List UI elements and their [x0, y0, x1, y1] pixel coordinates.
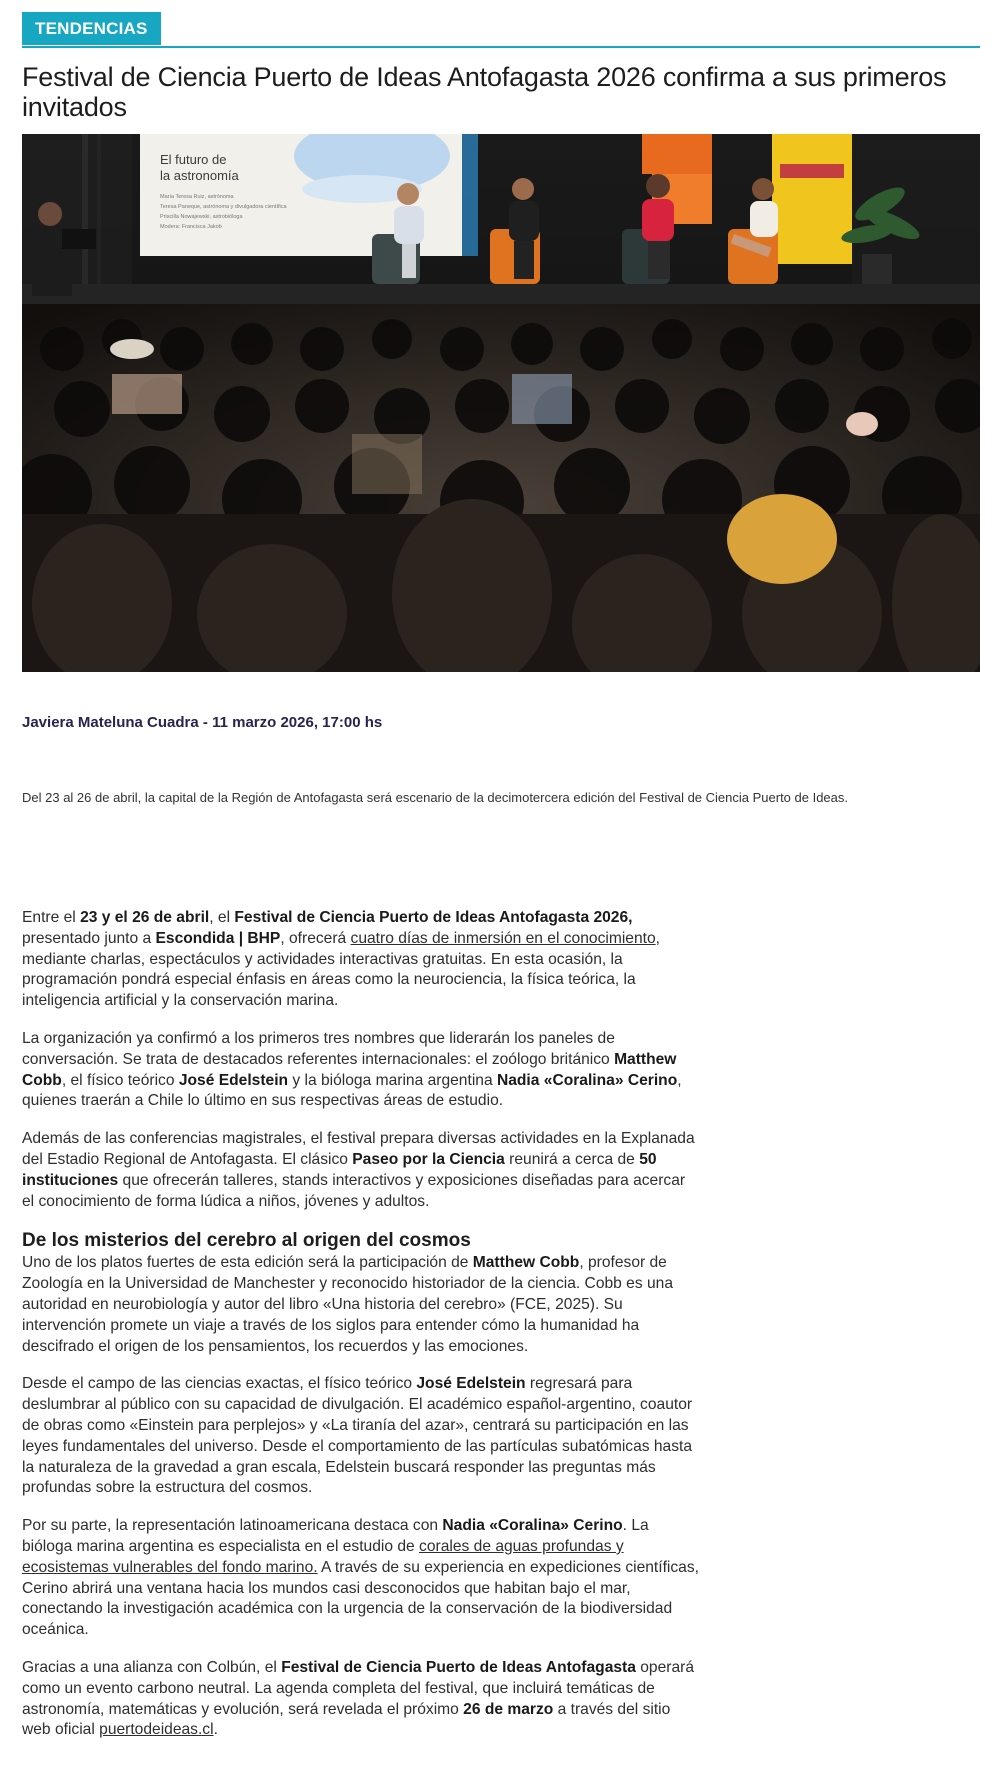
- screen-title-1: El futuro de: [160, 152, 227, 167]
- p7-text-2: operará como un evento carbono neutral. La agenda completa del festival, que incluirá temáticas de astronomía, matemáticas y evolución, será revelada el próximo: [22, 1658, 695, 1718]
- p5-bold-edelstein: José Edelstein: [416, 1375, 526, 1393]
- p7-link-website[interactable]: puertodeideas.cl: [99, 1721, 214, 1739]
- p1-bold-sponsor: Escondida | BHP: [155, 929, 281, 947]
- p3-bold-instituciones: 50 instituciones: [22, 1150, 657, 1189]
- p1-link-immersion[interactable]: cuatro días de inmersión en el conocimiento: [350, 929, 656, 947]
- screen-name-2: Teresa Paneque, astrónoma y divulgadora científica: [160, 204, 287, 210]
- p7-bold-date: 26 de marzo: [463, 1700, 554, 1718]
- category-tag[interactable]: TENDENCIAS: [22, 12, 161, 45]
- paragraph-2: [22, 1029, 700, 1112]
- article-header: [22, 12, 980, 807]
- p1-text-3: presentado junto a: [22, 929, 156, 947]
- p2-text-3: y la bióloga marina argentina: [288, 1071, 497, 1089]
- headline: Festival de Ciencia Puerto de Ideas Antofagasta 2026 confirma a sus primeros invitados: [22, 62, 947, 122]
- p1-text-4: , ofrecerá: [280, 929, 351, 947]
- byline: [22, 714, 980, 731]
- p7-bold-festival: Festival de Ciencia Puerto de Ideas Antofagasta: [281, 1658, 636, 1676]
- p6-bold-cerino: Nadia «Coralina» Cerino: [442, 1517, 623, 1535]
- p2-text-4: , quienes traerán a Chile lo último en sus respectivas áreas de estudio.: [22, 1071, 682, 1110]
- p2-bold-cobb: Matthew Cobb: [22, 1050, 677, 1089]
- p4-text-1: Uno de los platos fuertes de esta edición será la participación de: [22, 1254, 473, 1272]
- lead-summary: Del 23 al 26 de abril, la capital de la Región de Antofagasta será escenario de la decimotercera edición del Festival de Ciencia Puerto de Ideas.: [22, 790, 849, 805]
- p2-bold-edelstein: José Edelstein: [178, 1071, 289, 1089]
- p3-text-1: Además de las conferencias magistrales, el festival prepara diversas actividades en la Explanada del Estadio Regional de Antofagasta. El clásico: [22, 1130, 695, 1168]
- paragraph-1: [22, 908, 700, 1012]
- paragraph-4: [22, 1253, 700, 1357]
- paragraph-5: [22, 1374, 700, 1499]
- p2-bold-cerino: Nadia «Coralina» Cerino: [496, 1071, 678, 1089]
- p4-text-2: , profesor de Zoología en la Universidad de Manchester y reconocido historiador de la ciencia. Cobb es una autoridad en neurobiología y autor del libro «Una historia del cerebro» (FCE, 2025). Su intervención promete un viaje a través de los siglos para entender cómo la humanidad ha descifrado el origen de los pensamientos, los recuerdos y las emociones.: [22, 1254, 673, 1355]
- hero-photo: [22, 134, 980, 672]
- paragraph-7: [22, 1658, 700, 1741]
- p6-link-corales[interactable]: corales de aguas profundas y ecosistemas vulnerables del fondo marino.: [22, 1537, 624, 1576]
- p1-text-5: , mediante charlas, espectáculos y actividades interactivas gratuitas. En esta ocasión, la programación pondrá especial énfasis en áreas como la neurociencia, la física teórica, la inteligencia artificial y la conservación marina.: [22, 929, 660, 1010]
- p3-text-3: que ofrecerán talleres, stands interactivos y exposiciones diseñadas para acercar el conocimiento de forma lúdica a niños, jóvenes y adultos.: [22, 1171, 686, 1210]
- publish-date: 11 marzo 2026, 17:00 hs: [212, 714, 383, 731]
- p2-text-1: La organización ya confirmó a los primeros tres nombres que liderarán los paneles de conversación. Se trata de destacados referentes internacionales: el zoólogo británico: [22, 1029, 615, 1068]
- p1-bold-festival: Festival de Ciencia Puerto de Ideas Antofagasta 2026,: [234, 909, 633, 926]
- screen-name-3: Priscilla Nowajewski, astrobióloga: [160, 214, 243, 220]
- p6-text-3: A través de su experiencia en expediciones científicas, Cerino abrirá una ventana hacia los mundos casi desconocidos que habitan bajo el mar, conectando la investigación académica con la urgencia de la conservación de la biodiversidad oceánica.: [22, 1558, 699, 1639]
- section-subheading: De los misterios del cerebro al origen del cosmos: [22, 1230, 471, 1252]
- screen-title-2: la astronomía: [160, 168, 239, 183]
- p2-text-2: , el físico teórico: [61, 1071, 179, 1089]
- p6-text-1: Por su parte, la representación latinoamericana destaca con: [22, 1517, 443, 1535]
- p4-bold-cobb: Matthew Cobb: [472, 1254, 580, 1272]
- paragraph-3: [22, 1129, 700, 1212]
- p7-text-4: .: [213, 1721, 218, 1739]
- article-body: [22, 908, 700, 1758]
- p7-text-3: a través del sitio web oficial: [22, 1700, 671, 1739]
- p1-text-1: Entre el: [22, 909, 81, 926]
- category-bar: [22, 12, 980, 48]
- paragraph-6: [22, 1516, 700, 1641]
- screen-name-1: María Teresa Ruiz, astrónoma: [160, 194, 234, 200]
- screen-name-4: Modera: Francisca Jakob: [160, 224, 222, 230]
- author-name[interactable]: Javiera Mateluna Cuadra: [22, 714, 199, 731]
- p1-text-2: , el: [209, 909, 235, 926]
- byline-separator: -: [198, 714, 213, 731]
- p3-text-2: reunirá a cerca de: [504, 1150, 640, 1168]
- hero-photo-image: [22, 134, 980, 672]
- p5-text-2: regresará para deslumbrar al público con su capacidad de divulgación. El académico español-argentino, coautor de obras como «Einstein para perplejos» y «La tiranía del azar», centrará su participación en las leyes fundamentales del universo. Desde el comportamiento de las partículas subatómicas hasta la naturaleza de la gravedad a gran escala, Edelstein buscará responder las preguntas más profundas sobre la estructura del cosmos.: [22, 1375, 693, 1497]
- p6-text-2: . La bióloga marina argentina es especialista en el estudio de: [22, 1517, 649, 1555]
- p5-text-1: Desde el campo de las ciencias exactas, el físico teórico: [22, 1375, 417, 1393]
- p3-bold-paseo: Paseo por la Ciencia: [352, 1150, 505, 1168]
- p1-bold-dates: 23 y el 26 de abril: [80, 909, 210, 926]
- p7-text-1: Gracias a una alianza con Colbún, el: [22, 1658, 282, 1676]
